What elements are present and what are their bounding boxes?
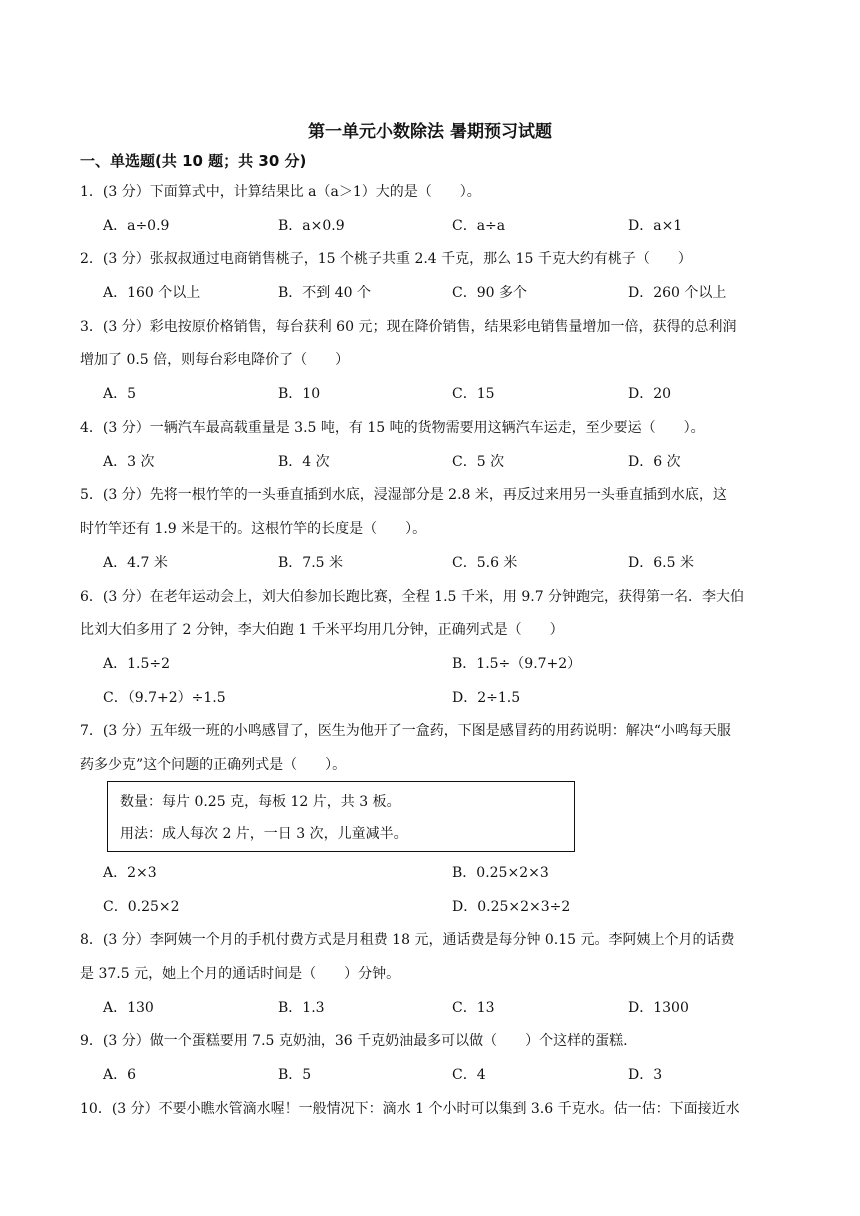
question-6-stem-line-2: 比刘大伯多用了 2 分钟，李大伯跑 1 千米平均用几分钟，正确列式是（ ） xyxy=(80,622,564,638)
question-3-option-c: C．15 xyxy=(452,386,495,402)
section-heading: 一、单选题(共 10 题；共 30 分) xyxy=(80,152,307,170)
page-title: 第一单元小数除法 暑期预习试题 xyxy=(308,122,552,142)
question-3-stem-line-1: 3．(3 分）彩电按原价格销售，每台获利 60 元；现在降价销售，结果彩电销售量增加一倍，获得的总利润 xyxy=(80,319,737,335)
question-4-option-d: D．6 次 xyxy=(628,454,681,470)
question-5-stem-line-2: 时竹竿还有 1.9 米是干的。这根竹竿的长度是（ ）。 xyxy=(80,521,427,537)
question-4-option-c: C．5 次 xyxy=(452,454,505,470)
question-7-option-b: B．0.25×2×3 xyxy=(452,865,549,881)
question-9-option-c: C．4 xyxy=(452,1067,486,1083)
question-9-option-a: A．6 xyxy=(103,1067,137,1083)
question-6-option-b: B．1.5÷（9.7+2） xyxy=(452,656,582,672)
question-1-option-b: B．a×0.9 xyxy=(278,218,345,234)
question-9-stem: 9．(3 分）做一个蛋糕要用 7.5 克奶油，36 千克奶油最多可以做（ ）个这样的蛋糕. xyxy=(80,1033,628,1049)
question-7-stem-line-2: 药多少克”这个问题的正确列式是（ ）。 xyxy=(80,757,347,773)
question-5-option-b: B．7.5 米 xyxy=(278,555,344,571)
question-4-option-a: A．3 次 xyxy=(103,454,155,470)
question-7-option-a: A．2×3 xyxy=(103,865,157,881)
question-2-option-b: B．不到 40 个 xyxy=(278,285,372,301)
question-1-option-a: A．a÷0.9 xyxy=(103,218,170,234)
question-5-option-d: D．6.5 米 xyxy=(628,555,694,571)
question-3-option-a: A．5 xyxy=(103,386,137,402)
question-4-stem: 4．(3 分）一辆汽车最高载重量是 3.5 吨，有 15 吨的货物需要用这辆汽车运走，至少要运（ ）。 xyxy=(80,420,705,436)
question-2-option-c: C．90 多个 xyxy=(452,285,527,301)
question-7-stem-line-1: 7．(3 分）五年级一班的小鸣感冒了，医生为他开了一盒药，下图是感冒药的用药说明：解决“小鸣每天服 xyxy=(80,723,731,739)
question-5-option-a: A．4.7 米 xyxy=(103,555,168,571)
question-8-option-a: A．130 xyxy=(103,1000,154,1016)
question-10-stem: 10．(3 分）不要小瞧水管滴水喔！一般情况下：滴水 1 个小时可以集到 3.6 千克水。估一估：下面接近水 xyxy=(80,1101,740,1117)
question-7-option-d: D．0.25×2×3÷2 xyxy=(452,899,571,915)
question-2-stem: 2．(3 分）张叔叔通过电商销售桃子，15 个桃子共重 2.4 千克，那么 15 千克大约有桃子（ ） xyxy=(80,251,692,267)
question-8-option-c: C．13 xyxy=(452,1000,495,1016)
medicine-instructions-box xyxy=(107,781,575,852)
question-1-option-c: C．a÷a xyxy=(452,218,506,234)
question-3-option-b: B．10 xyxy=(278,386,321,402)
question-9-option-b: B．5 xyxy=(278,1067,312,1083)
question-6-option-d: D．2÷1.5 xyxy=(452,690,521,706)
question-1-stem: 1．(3 分）下面算式中，计算结果比 a（a＞1）大的是（ ）。 xyxy=(80,184,481,200)
question-2-option-d: D．260 个以上 xyxy=(628,285,727,301)
question-6-stem-line-1: 6．(3 分）在老年运动会上，刘大伯参加长跑比赛，全程 1.5 千米，用 9.7 分钟跑完，获得第一名．李大伯 xyxy=(80,589,745,605)
question-1-option-d: D．a×1 xyxy=(628,218,683,234)
question-9-option-d: D．3 xyxy=(628,1067,663,1083)
question-7-option-c: C．0.25×2 xyxy=(103,899,180,915)
question-3-stem-line-2: 增加了 0.5 倍，则每台彩电降价了（ ） xyxy=(80,352,350,368)
question-2-option-a: A．160 个以上 xyxy=(103,285,201,301)
question-5-option-c: C．5.6 米 xyxy=(452,555,518,571)
medicine-usage-text: 用法：成人每次 2 片，一日 3 次，儿童减半。 xyxy=(120,826,408,842)
question-8-stem-line-2: 是 37.5 元，她上个月的通话时间是（ ）分钟。 xyxy=(80,966,401,982)
question-6-option-a: A．1.5÷2 xyxy=(103,656,171,672)
question-8-option-b: B．1.3 xyxy=(278,1000,325,1016)
question-4-option-b: B．4 次 xyxy=(278,454,330,470)
question-3-option-d: D．20 xyxy=(628,386,672,402)
question-8-option-d: D．1300 xyxy=(628,1000,689,1016)
question-6-option-c: C．（9.7+2）÷1.5 xyxy=(103,690,226,706)
question-5-stem-line-1: 5．(3 分）先将一根竹竿的一头垂直插到水底，浸湿部分是 2.8 米，再反过来用另一头垂直插到水底，这 xyxy=(80,487,727,503)
question-8-stem-line-1: 8．(3 分）李阿姨一个月的手机付费方式是月租费 18 元，通话费是每分钟 0.15 元。李阿姨上个月的话费 xyxy=(80,932,735,948)
medicine-quantity-text: 数量：每片 0.25 克，每板 12 片，共 3 板。 xyxy=(120,794,401,810)
